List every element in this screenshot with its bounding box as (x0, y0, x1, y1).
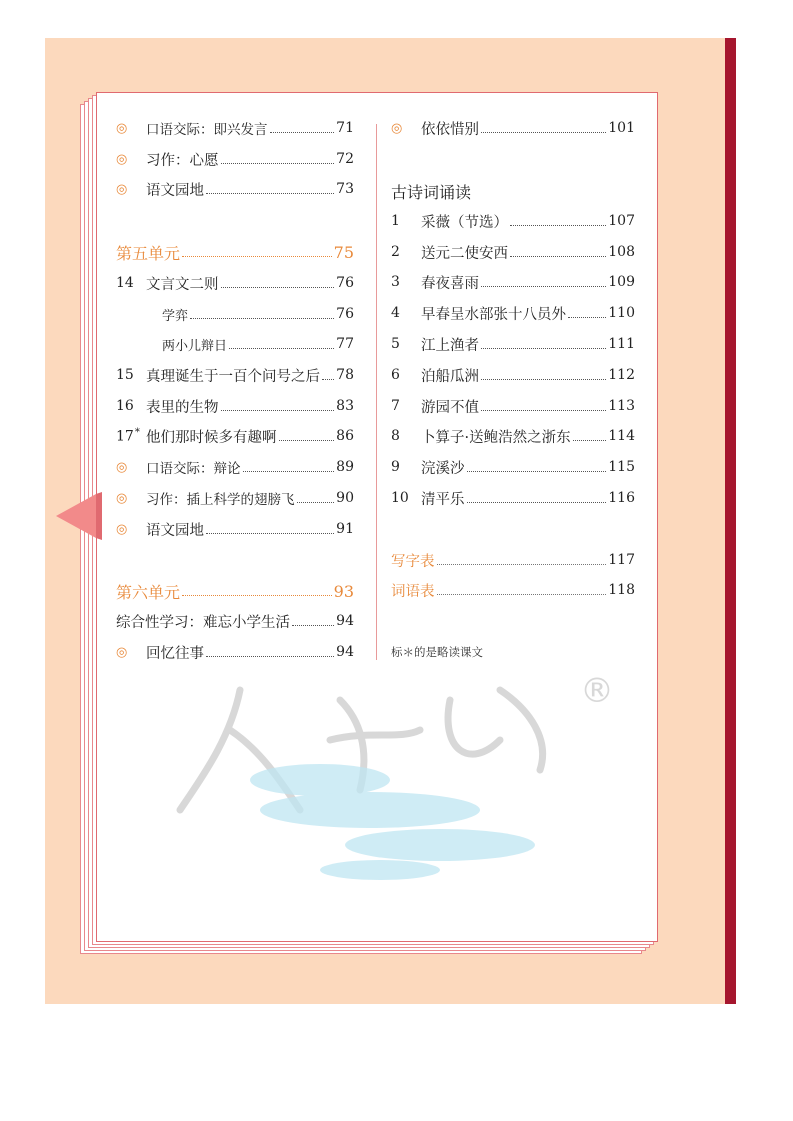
toc-entry[interactable]: ◎ 习作：插上科学的翅膀飞 90 (116, 490, 354, 508)
poem-entry[interactable]: 1 采薇（节选） 107 (391, 213, 635, 231)
poem-entry[interactable]: 8 卜算子·送鲍浩然之浙东 114 (391, 428, 635, 446)
unit-heading-6[interactable]: 第六单元 93 (116, 581, 354, 602)
toc-entry[interactable]: ◎ 习作：心愿 72 (116, 151, 354, 169)
toc-entry[interactable]: 15 真理诞生于一百个问号之后 78 (116, 367, 354, 385)
registered-icon: ® (580, 671, 614, 711)
poem-entry[interactable]: 3 春夜喜雨 109 (391, 274, 635, 292)
publisher-watermark (170, 660, 620, 900)
toc-subentry[interactable]: 学弈 76 (162, 306, 354, 324)
unit-heading-5[interactable]: 第五单元 75 (116, 242, 354, 263)
toc-entry[interactable]: ◎ 口语交际：即兴发言 71 (116, 120, 354, 138)
appendix-writing-table[interactable]: 写字表 117 (391, 552, 635, 570)
poems-section-heading: 古诗词诵读 (391, 183, 472, 202)
toc-entry[interactable]: 综合性学习：难忘小学生活 94 (116, 613, 354, 631)
book-spine (725, 38, 736, 1004)
toc-entry[interactable]: 17* 他们那时候多有趣啊 86 (116, 427, 354, 446)
skim-read-marker: * (134, 427, 140, 439)
skim-read-note: 标＊的是略读课文 (391, 645, 483, 659)
bullet-icon: ◎ (116, 521, 128, 537)
bullet-icon: ◎ (116, 459, 128, 475)
bullet-icon: ◎ (116, 181, 128, 197)
poem-entry[interactable]: 6 泊船瓜洲 112 (391, 367, 635, 385)
toc-entry[interactable]: ◎ 语文园地 91 (116, 521, 354, 539)
toc-entry[interactable]: 16 表里的生物 83 (116, 398, 354, 416)
bullet-icon: ◎ (116, 151, 128, 167)
poem-entry[interactable]: 10 清平乐 116 (391, 490, 635, 508)
bullet-icon: ◎ (116, 490, 128, 506)
toc-entry[interactable]: ◎ 回忆往事 94 (116, 644, 354, 662)
poem-entry[interactable]: 9 浣溪沙 115 (391, 459, 635, 477)
toc-entry[interactable]: 14 文言文二则 76 (116, 275, 354, 293)
poem-entry[interactable]: 2 送元二使安西 108 (391, 244, 635, 262)
bullet-icon: ◎ (116, 120, 128, 136)
column-divider (376, 124, 377, 660)
bullet-icon: ◎ (116, 644, 128, 660)
bullet-icon: ◎ (391, 120, 403, 136)
poem-entry[interactable]: 7 游园不值 113 (391, 398, 635, 416)
poem-entry[interactable]: 4 早春呈水部张十八员外 110 (391, 305, 635, 323)
toc-entry[interactable]: ◎ 依依惜别 101 (391, 120, 635, 138)
appendix-vocabulary-table[interactable]: 词语表 118 (391, 582, 635, 600)
toc-entry[interactable]: ◎ 语文园地 73 (116, 181, 354, 199)
poem-entry[interactable]: 5 江上渔者 111 (391, 336, 635, 354)
toc-subentry[interactable]: 两小儿辩日 77 (162, 336, 354, 354)
toc-entry[interactable]: ◎ 口语交际：辩论 89 (116, 459, 354, 477)
